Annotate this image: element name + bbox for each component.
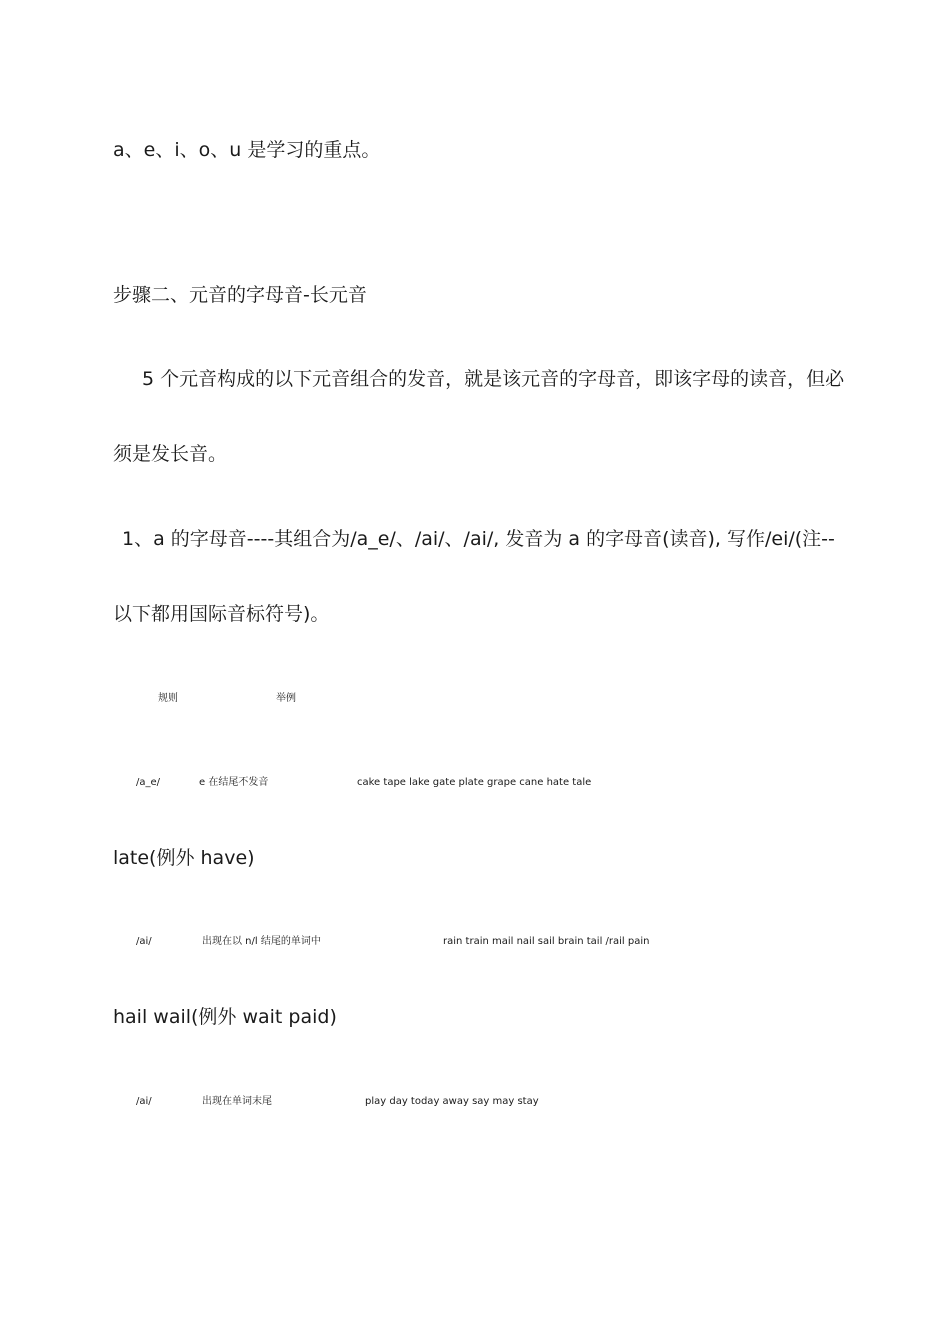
vowels-focus-line: a、e、i、o、u 是学习的重点。	[113, 139, 381, 161]
row-rule: 出现在以 n/l 结尾的单词中	[202, 936, 321, 947]
row-rule: 出现在单词末尾	[202, 1096, 272, 1107]
intro-paragraph-line-1: 5 个元音构成的以下元音组合的发音，就是该元音的字母音，即该字母的读音，但必	[142, 368, 845, 390]
row-examples: rain train mail nail sail brain tail /rail pain	[443, 936, 650, 947]
table-header-rule: 规则	[158, 693, 178, 704]
section-a-line-1: 1、a 的字母音----其组合为/a_e/、/ai/、/ai/, 发音为 a 的字母音(读音), 写作/ei/(注--	[122, 528, 835, 550]
row-examples: play day today away say may stay	[365, 1096, 539, 1107]
row-rule: e 在结尾不发音	[199, 777, 269, 788]
row-pattern: /ai/	[136, 936, 152, 947]
table-header-example: 举例	[276, 693, 296, 704]
section-a-line-2: 以下都用国际音标符号)。	[113, 603, 330, 625]
intro-paragraph-line-2: 须是发长音。	[113, 443, 228, 465]
step-two-heading: 步骤二、元音的字母音-长元音	[113, 284, 367, 306]
row-examples: cake tape lake gate plate grape cane hate tale	[357, 777, 592, 788]
row-continuation: late(例外 have)	[113, 847, 255, 869]
row-pattern: /a_e/	[136, 777, 161, 788]
row-continuation: hail wail(例外 wait paid)	[113, 1006, 337, 1028]
row-pattern: /ai/	[136, 1096, 152, 1107]
